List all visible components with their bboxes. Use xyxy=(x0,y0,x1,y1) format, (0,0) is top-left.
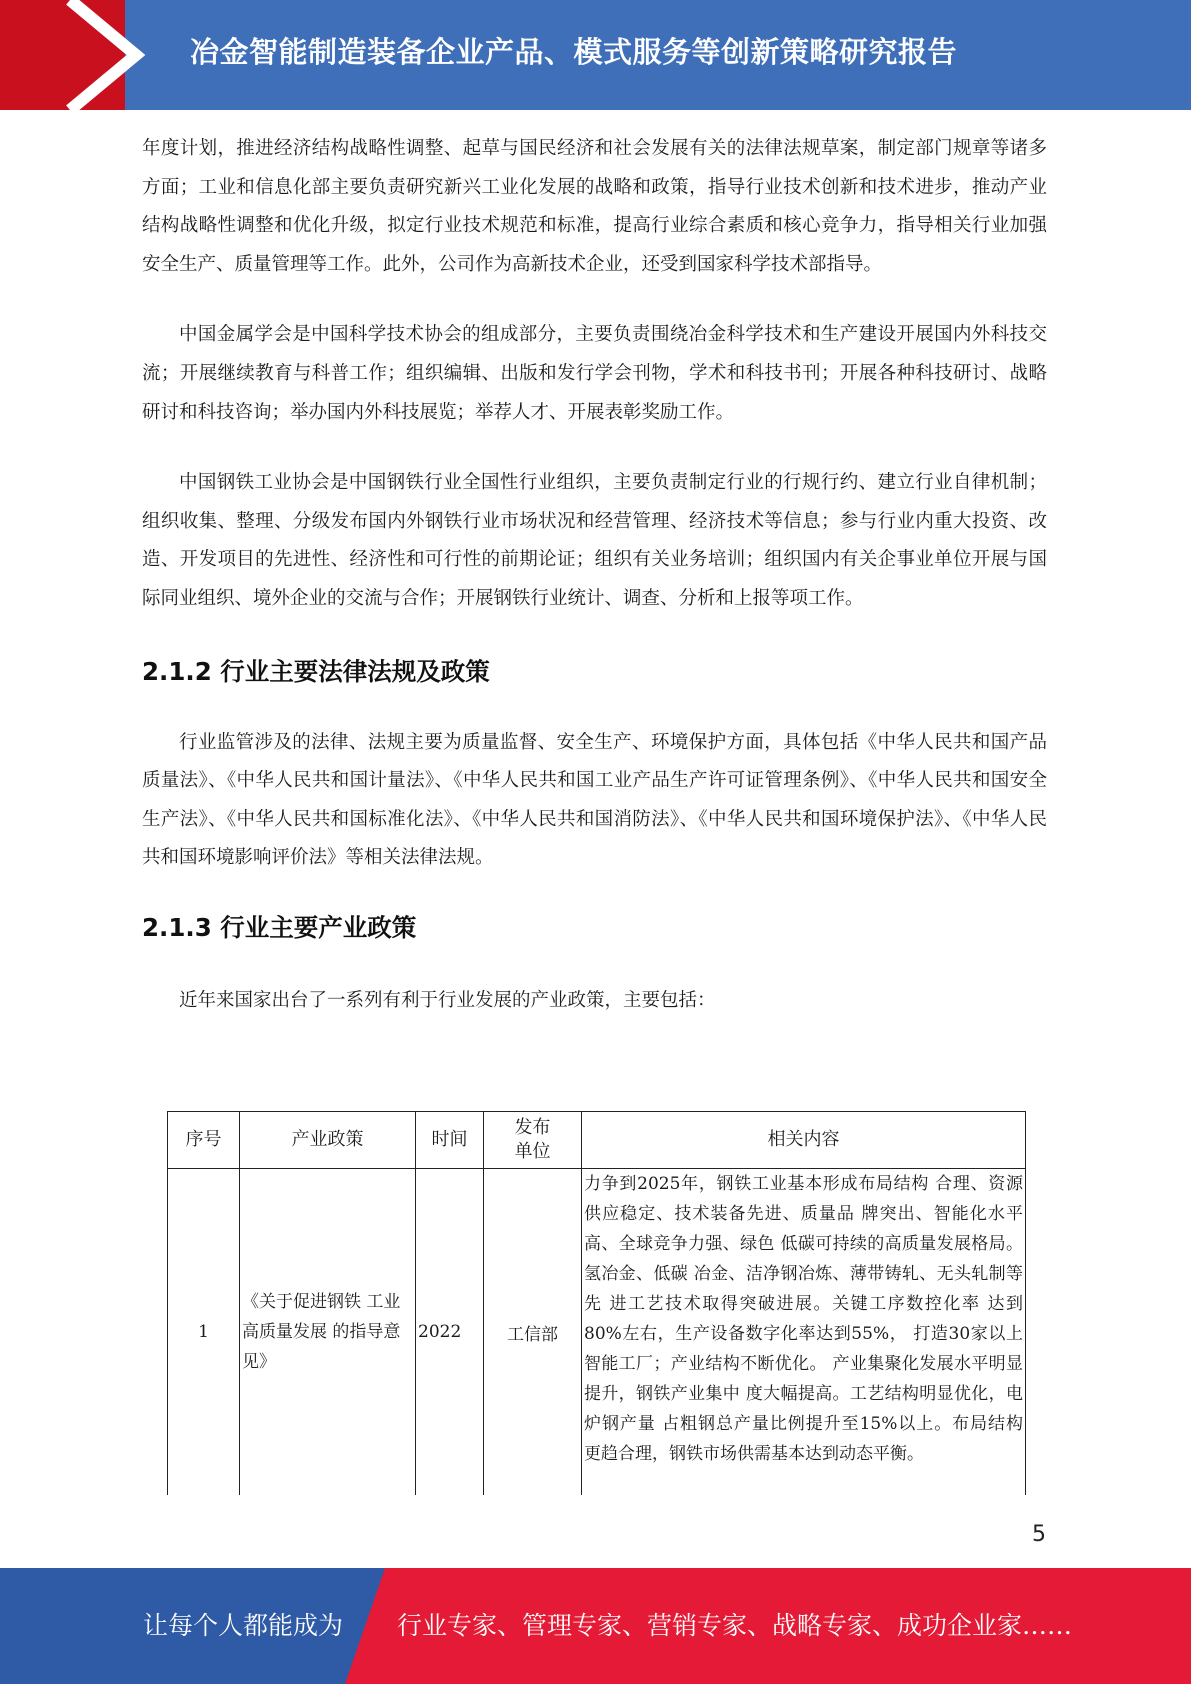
report-title: 冶金智能制造装备企业产品、模式服务等创新策略研究报告 xyxy=(190,35,958,69)
document-body xyxy=(142,130,1047,1021)
header-policy: 产业政策 xyxy=(240,1112,416,1169)
heading-2-1-3: 2.1.3 行业主要产业政策 xyxy=(142,912,417,942)
page-number: 5 xyxy=(1032,1522,1046,1547)
cell-issuer: 工信部 xyxy=(484,1169,582,1496)
header-chevron-icon xyxy=(0,0,200,110)
page-footer xyxy=(0,1568,1191,1684)
paragraph-laws: 行业监管涉及的法律、法规主要为质量监督、安全生产、环境保护方面，具体包括《中华人民共和国产品质量法》、《中华人民共和国计量法》、《中华人民共和国工业产品生产许可证管理条例》、《中华人民共和国安全生产法》、《中华人民共和国标准化法》、《中华人民共和国消防法》、《中华人民共和国环境保护法》、《中华人民共和国环境影响评价法》等相关法律法规。 xyxy=(142,731,1047,869)
cell-policy: 《关于促进钢铁 工业高质量发展 的指导意见》 xyxy=(240,1169,416,1496)
header-time: 时间 xyxy=(416,1112,484,1169)
footer-slogan-right: 行业专家、管理专家、营销专家、战略专家、成功企业家…… xyxy=(397,1611,1073,1640)
header-no: 序号 xyxy=(168,1112,240,1169)
table-row xyxy=(168,1169,1026,1496)
footer-slogan-left: 让每个人都能成为 xyxy=(143,1611,344,1640)
page-header xyxy=(0,0,1191,110)
cell-content: 力争到2025年，钢铁工业基本形成布局结构 合理、资源供应稳定、技术装备先进、质量品 牌突出、智能化水平高、全球竞争力强、绿色 低碳可持续的高质量发展格局。氢冶金、低碳 冶金、洁净钢冶炼、薄带铸轧、无头轧制等先 进工艺技术取得突破进展。关键工序数控化率 达到80%左右，生产设备数字化率达到55%， 打造30家以上智能工厂；产业结构不断优化。 产业集聚化发展水平明显提升，钢铁产业集中 度大幅提高。工艺结构明显优化，电炉钢产量 占粗钢总产量比例提升至15%以上。布局结构 更趋合理，钢铁市场供需基本达到动态平衡。 xyxy=(582,1169,1026,1496)
header-issuer: 发布单位 xyxy=(484,1112,582,1169)
cell-time: 2022 xyxy=(416,1169,484,1496)
paragraph-regulators: 年度计划，推进经济结构战略性调整、起草与国民经济和社会发展有关的法律法规草案，制定部门规章等诸多方面；工业和信息化部主要负责研究新兴工业化发展的战略和政策，指导行业技术创新和技术进步，推动产业结构战略性调整和优化升级，拟定行业技术规范和标准，提高行业综合素质和核心竞争力，指导相关行业加强安全生产、质量管理等工作。此外，公司作为高新技术企业，还受到国家科学技术部指导。 xyxy=(142,138,1047,275)
cell-no: 1 xyxy=(168,1169,240,1496)
paragraph-policy-intro: 近年来国家出台了一系列有利于行业发展的产业政策，主要包括： xyxy=(179,989,716,1011)
paragraph-metals-society: 中国金属学会是中国科学技术协会的组成部分，主要负责围绕冶金科学技术和生产建设开展国内外科技交流；开展继续教育与科普工作；组织编辑、出版和发行学会刊物，学术和科技书刊；开展各种科技研讨、战略研讨和科技咨询；举办国内外科技展览；举荐人才、开展表彰奖励工作。 xyxy=(142,324,1047,423)
policy-table xyxy=(167,1111,1026,1495)
paragraph-steel-association: 中国钢铁工业协会是中国钢铁行业全国性行业组织，主要负责制定行业的行规行约、建立行业自律机制；组织收集、整理、分级发布国内外钢铁行业市场状况和经营管理、经济技术等信息；参与行业内重大投资、改造、开发项目的先进性、经济性和可行性的前期论证；组织有关业务培训；组织国内有关企事业单位开展与国际同业组织、境外企业的交流与合作；开展钢铁行业统计、调查、分析和上报等项工作。 xyxy=(142,472,1047,609)
header-content: 相关内容 xyxy=(582,1112,1026,1169)
heading-2-1-2: 2.1.2 行业主要法律法规及政策 xyxy=(142,656,490,686)
table-header-row xyxy=(168,1112,1026,1169)
